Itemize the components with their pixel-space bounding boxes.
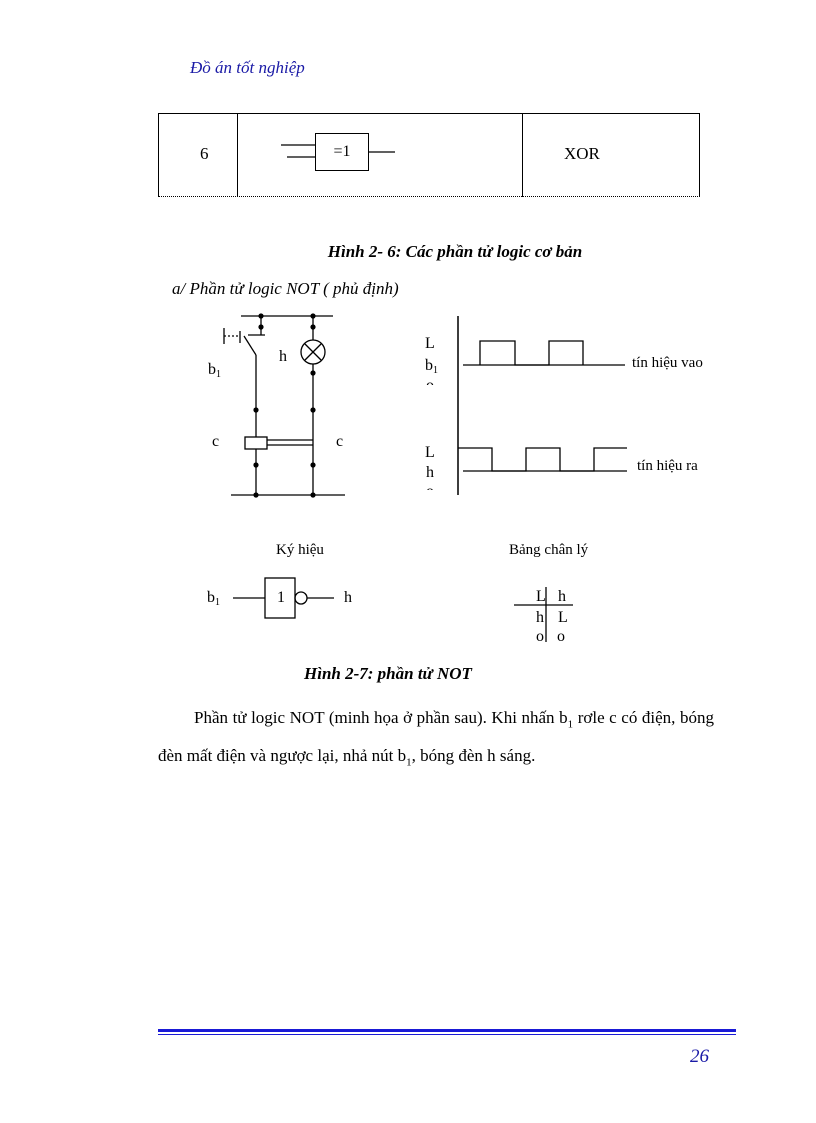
timing-label-L: L <box>425 335 435 352</box>
symbol-title: Ký hiệu <box>276 542 324 558</box>
truth-table-header: h <box>558 588 566 605</box>
junction-dot <box>253 407 258 412</box>
junction-dot <box>310 313 315 318</box>
relay-coil-c <box>245 437 267 449</box>
page-number: 26 <box>690 1046 709 1067</box>
junction-dot <box>253 462 258 467</box>
input-signal-label: tín hiệu vao <box>632 355 703 371</box>
figure-caption-2-7: Hình 2-7: phần tử NOT <box>304 664 472 683</box>
junction-dot <box>258 324 263 329</box>
timing-label-h: h <box>426 464 434 481</box>
label-c: c <box>212 433 220 450</box>
output-signal-label: tín hiệu ra <box>637 458 698 474</box>
junction-dot <box>310 492 315 497</box>
symbol-output-label: h <box>344 589 352 606</box>
label-h: h <box>279 348 287 365</box>
footer-rule <box>158 1034 736 1035</box>
not-inversion-bubble <box>295 592 307 604</box>
timing-label-b1: b1 <box>425 357 438 376</box>
output-waveform <box>458 448 627 471</box>
truth-table-title: Bảng chân lý <box>509 542 589 558</box>
junction-dot <box>310 370 315 375</box>
junction-dot <box>258 313 263 318</box>
truth-table-cell: o <box>557 628 565 645</box>
xor-gate-symbol: =1 <box>315 133 369 171</box>
truth-table-cell: L <box>558 609 568 626</box>
junction-dot <box>253 492 258 497</box>
footer-rule <box>158 1029 736 1032</box>
label-c: c <box>336 433 344 450</box>
table-cell-number: 6 <box>200 144 209 163</box>
input-waveform <box>480 341 583 365</box>
not-gate-label: 1 <box>277 589 285 606</box>
junction-dot <box>310 462 315 467</box>
timing-label-L: L <box>425 444 435 461</box>
document-header: Đồ án tốt nghiệp <box>190 58 305 77</box>
body-paragraph: Phần tử logic NOT (minh họa ở phần sau). Khi nhấn $b_1$ rơle c có điện, bóng đèn mất điện và ngược lại, nhả nút $b_1$, bóng đèn h sáng. <box>158 708 714 769</box>
truth-table-header: L <box>536 588 546 605</box>
symbol-input-label: b1 <box>207 589 220 608</box>
junction-dot <box>310 324 315 329</box>
pushbutton-b1 <box>244 336 256 355</box>
truth-table-cell: o <box>536 628 544 645</box>
label-b1: b1 <box>208 361 221 380</box>
figure-caption-2-6: Hình 2- 6: Các phần tử logic cơ bản <box>327 242 583 261</box>
junction-dot <box>310 407 315 412</box>
table-cell-name: XOR <box>564 144 600 163</box>
section-heading: a/ Phần tử logic NOT ( phủ định) <box>172 279 399 298</box>
truth-table-cell: h <box>536 609 544 626</box>
